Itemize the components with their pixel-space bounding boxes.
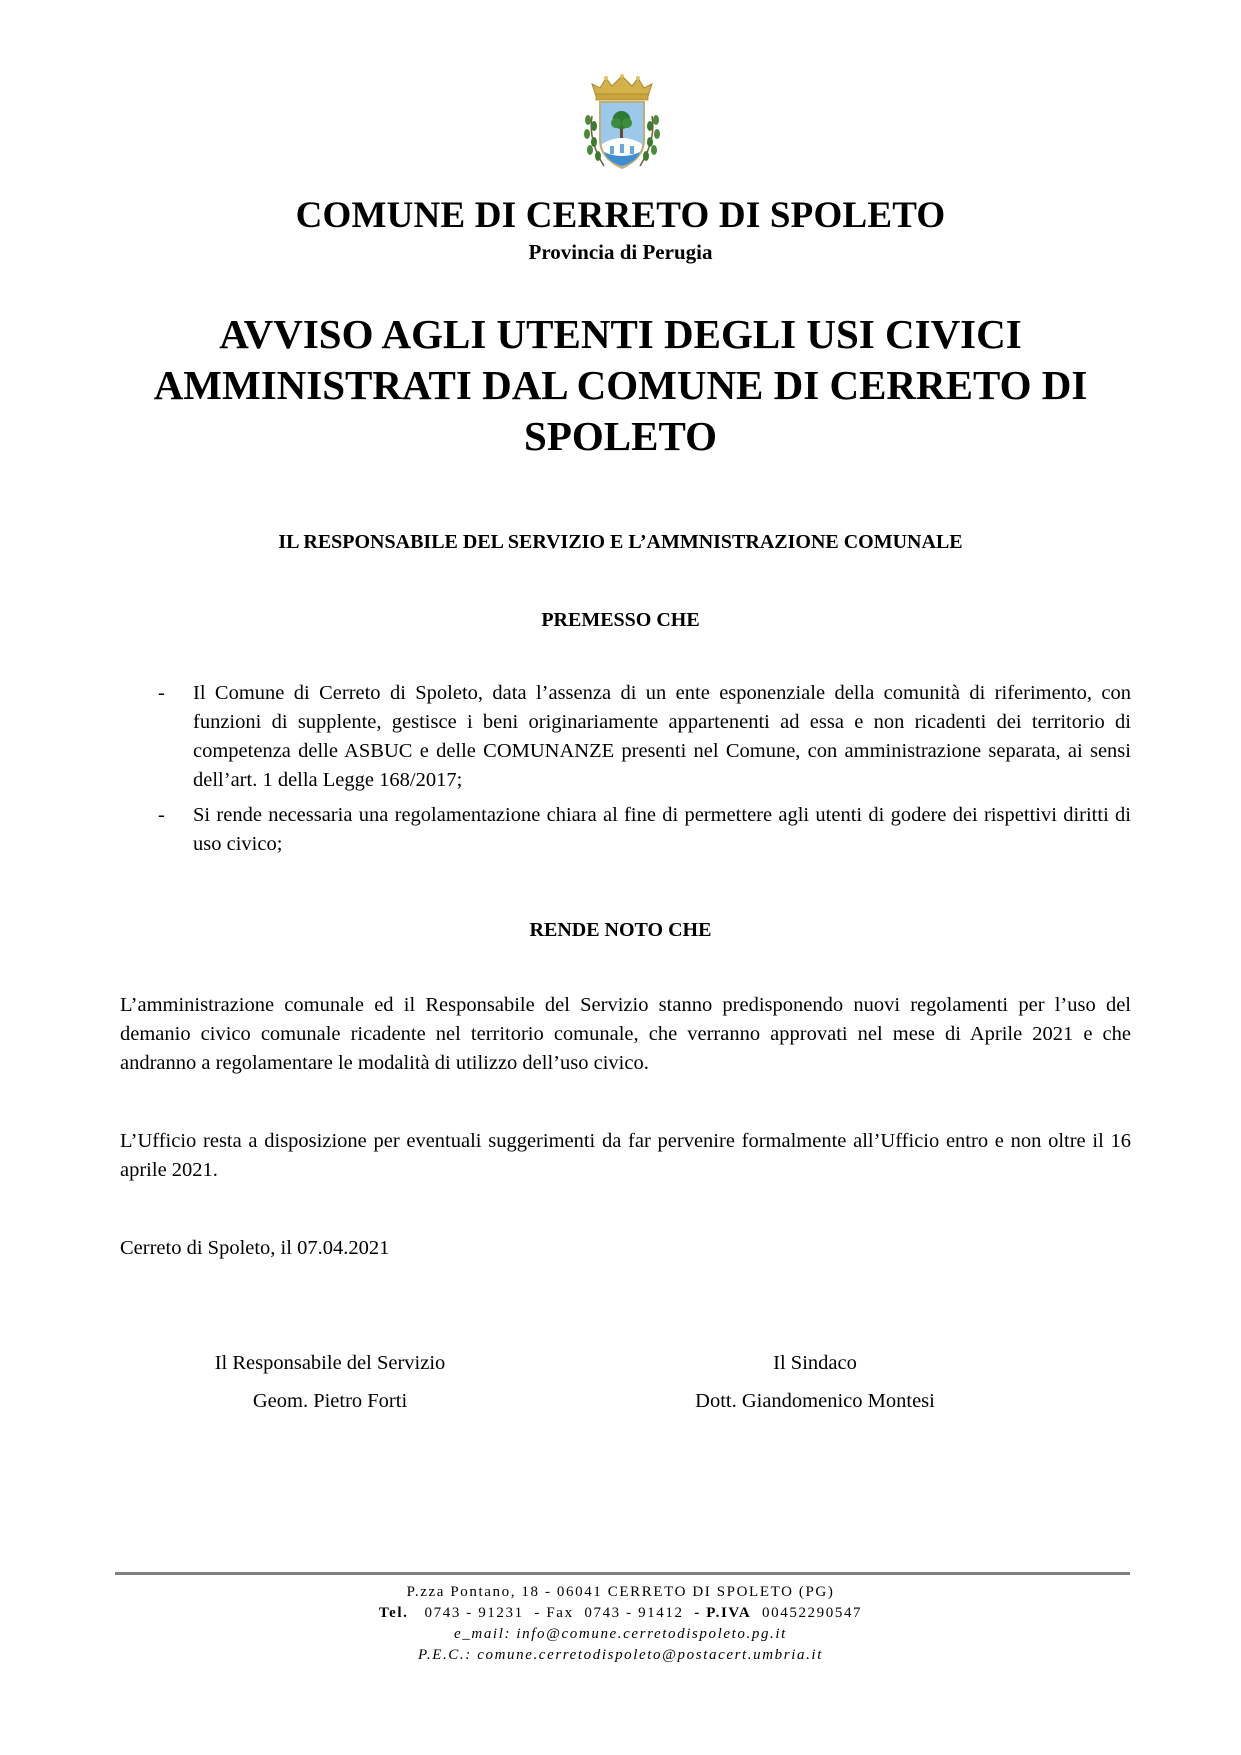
- tel-label: Tel.: [378, 1605, 409, 1621]
- crown-icon: [592, 74, 652, 100]
- list-item-text: Si rende necessaria una regolamentazione chiara al fine di permettere agli utenti di godere dei rispettivi diritti di uso civico;: [193, 804, 1131, 855]
- issuer-heading: IL RESPONSABILE DEL SERVIZIO E L’AMMNISTRAZIONE COMUNALE: [278, 531, 963, 553]
- list-item: [120, 801, 1131, 859]
- premesso-list: [120, 679, 1131, 865]
- footer-divider: [115, 1572, 1130, 1575]
- tel-number: 0743 - 91231: [424, 1605, 524, 1621]
- premesso-heading: PREMESSO CHE: [541, 609, 700, 631]
- piva-number: 00452290547: [762, 1605, 863, 1621]
- footer-pec[interactable]: P.E.C.: comune.cerretodispoleto@postacert.umbria.it: [418, 1647, 823, 1663]
- notice-title-line: AMMINISTRATI DAL COMUNE DI CERRETO DI: [153, 362, 1088, 408]
- notice-title-line: AVVISO AGLI UTENTI DEGLI USI CIVICI: [219, 311, 1022, 357]
- body-paragraph: L’Ufficio resta a disposizione per eventuali suggerimenti da far pervenire formalmente all’Ufficio entro e non oltre il 16 aprile 2021.: [120, 1130, 1131, 1181]
- signature-name: Geom. Pietro Forti: [252, 1390, 408, 1412]
- notice-title: [0, 309, 1241, 462]
- body-paragraph: L’amministrazione comunale ed il Responsabile del Servizio stanno predisponendo nuovi regolamenti per l’uso del demanio civico comunale ricadente nel territorio comunale, che verranno approvati nel mese di Aprile 2021 e che andranno a regolamentare le modalità di utilizzo dell’uso civico.: [120, 994, 1131, 1074]
- coat-of-arms-logo: [574, 70, 670, 174]
- province-name: Provincia di Perugia: [528, 240, 713, 264]
- rende-noto-heading: RENDE NOTO CHE: [529, 919, 712, 941]
- list-item: [120, 679, 1131, 795]
- footer-address: P.zza Pontano, 18 - 06041 CERRETO DI SPOLETO (PG): [406, 1584, 835, 1600]
- signature-role: Il Sindaco: [773, 1352, 857, 1374]
- notice-title-line: SPOLETO: [524, 413, 717, 459]
- fax-number: 0743 - 91412: [584, 1605, 684, 1621]
- signature-left: [170, 1344, 490, 1420]
- municipality-name: COMUNE DI CERRETO DI SPOLETO: [295, 195, 946, 236]
- bullet-marker: -: [158, 804, 165, 826]
- footer: [0, 1582, 1241, 1666]
- signature-right: [650, 1344, 980, 1420]
- piva-label: - P.IVA: [694, 1605, 752, 1621]
- footer-email[interactable]: e_mail: info@comune.cerretodispoleto.pg.it: [454, 1626, 787, 1642]
- shield-icon: [600, 102, 644, 168]
- bullet-marker: -: [158, 682, 165, 704]
- footer-contacts: [0, 1603, 1241, 1624]
- list-item-text: Il Comune di Cerreto di Spoleto, data l’assenza di un ente esponenziale della comunità di riferimento, con funzioni di supplente, gestisce i beni originariamente appartenenti ad essa e non ricadenti dei territorio di competenza delle ASBUC e delle COMUNANZE presenti nel Comune, con amministrazione separata, ai sensi dell’art. 1 della Legge 168/2017;: [193, 682, 1131, 791]
- place-date: Cerreto di Spoleto, il 07.04.2021: [120, 1237, 390, 1259]
- signature-name: Dott. Giandomenico Montesi: [695, 1390, 935, 1412]
- fax-label: - Fax: [534, 1605, 574, 1621]
- signature-role: Il Responsabile del Servizio: [214, 1352, 446, 1374]
